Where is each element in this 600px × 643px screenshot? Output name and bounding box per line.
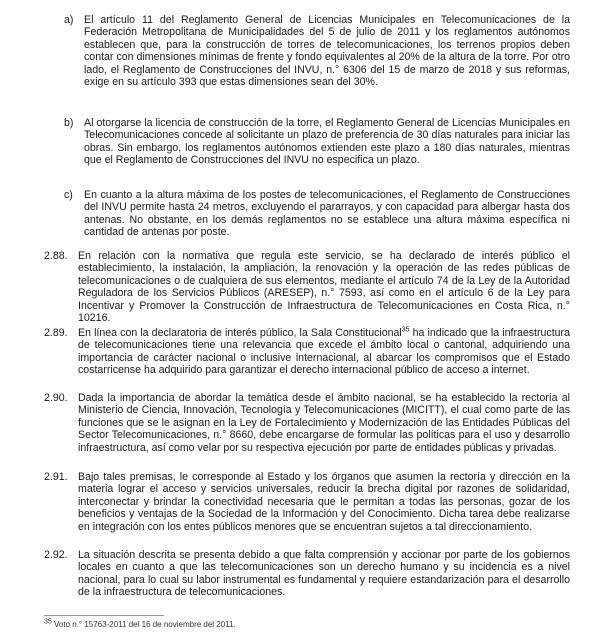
footnote-number: 35 — [44, 618, 52, 626]
footnote-divider — [44, 615, 164, 616]
footnote — [44, 620, 236, 630]
list-item-text: En cuanto a la altura máxima de los postes de telecomunicaciones, el Reglamento de Construcciones del INVU permite hasta 24 metros, excluyendo el pararrayos, y con capacidad para albergar hasta dos antenas. No obstante, en los demás reglamentos no se establece una altura máxima específica ni cantidad de antenas por poste. — [84, 189, 570, 239]
list-item-label: b) — [64, 117, 74, 129]
footnote-reference: 35 — [401, 326, 410, 334]
paragraph-text: Dada la importancia de abordar la temática desde el ámbito nacional, se ha establecido la rectoría al Ministerio de Ciencia, Innovación, Tecnología y Telecomunicaciones (MICITT), el cual como parte de las funciones que se le asignan en la Ley de Fortalecimiento y Modernización de las Entidades Públicas del Sector Telecomunicaciones, n.° 8660, debe encargarse de formular las políticas para el uso y desarrollo infraestructura, así como velar por su respectiva ejecución por parte de entidades públicas y privadas. — [78, 392, 570, 454]
paragraph-number: 2.88. — [44, 250, 68, 262]
paragraph-text: Bajo tales premisas, le corresponde al Estado y los órganos que asumen la rectoría y dirección en la materia lograr el acceso y servicios universales, reducir la brecha digital por razones de solidaridad, interconectar y brindar la conectividad necesaria que le permitan a todas las personas, gozar de los beneficios y ventajas de la Sociedad de la Información y del Conocimiento. Dicha tarea debe realizarse en integración con los entes públicos menores que se encuentran sujetos a tal direccionamiento. — [78, 471, 570, 533]
paragraph-number: 2.91. — [44, 471, 68, 483]
paragraph-number: 2.92. — [44, 549, 68, 561]
paragraph-text — [78, 327, 570, 377]
paragraph-text: En relación con la normativa que regula este servicio, se ha declarado de interés público el establecimiento, la instalación, la ampliación, la renovación y la operación de las redes públicas de telecomunicaciones o de cualquiera de sus elementos, mediante el artículo 74 de la Ley de la Autoridad Reguladora de los Servicios Públicos (ARESEP), n.° 7593, así como en el artículo 6 de la Ley para Incentivar y Promover la Construcción de Infraestructura de Telecomunicaciones en Costa Rica, n.° 10216. — [78, 250, 570, 325]
list-item-label: a) — [64, 14, 74, 26]
paragraph-text-start: En línea con la declaratoria de interés público, la Sala Constitucional — [78, 327, 402, 339]
paragraph-number: 2.90. — [44, 392, 68, 404]
list-item-label: c) — [64, 189, 73, 201]
list-item-text: Al otorgarse la licencia de construcción de la torre, el Reglamento General de Licencias Municipales en Telecomunicaciones concede al solicitante un plazo de preferencia de 30 días naturales para iniciar las obras. Sin embargo, los reglamentos autónomos extienden este plazo a 180 días naturales, mientras que el Reglamento de Construcciones del INVU no especifica un plazo. — [84, 117, 570, 167]
paragraph-number: 2.89. — [44, 327, 68, 339]
paragraph-text-end: ha indicado que la infraestructura de telecomunicaciones tiene una relevancia que excede el ámbito local o cantonal, adquiriendo una importancia de carácter nacional o inclusive internacional, al abarcar los compromisos que el Estado costarricense ha adquirido para garantizar el derecho internacional público de acceso a internet. — [78, 327, 570, 377]
paragraph-text: La situación descrita se presenta debido a que falta comprensión y accionar por parte de los gobiernos locales en cuanto a que las telecomunicaciones son un derecho humano y su incidencia es a nivel nacional, para lo cual su labor instrumental es fundamental y requiere estandarización para el desarrollo de la infraestructura de telecomunicaciones. — [78, 549, 570, 599]
footnote-text: Voto n.° 15763-2011 del 16 de noviembre del 2011. — [51, 620, 236, 629]
list-item-text: El artículo 11 del Reglamento General de Licencias Municipales en Telecomunicaciones de la Federación Metropolitana de Municipalidades del 5 de julio de 2011 y los reglamentos autónomos establecen que, para la construcción de torres de telecomunicaciones, los terrenos propios deben contar con dimensiones mínimas de frente y fondo equivalentes al 20% de la altura de la torre. Por otro lado, el Reglamento de Construcciones del INVU, n.° 6306 del 15 de marzo de 2018 y sus reformas, exige en su artículo 393 que estas dimensiones sean del 30%. — [84, 14, 570, 89]
